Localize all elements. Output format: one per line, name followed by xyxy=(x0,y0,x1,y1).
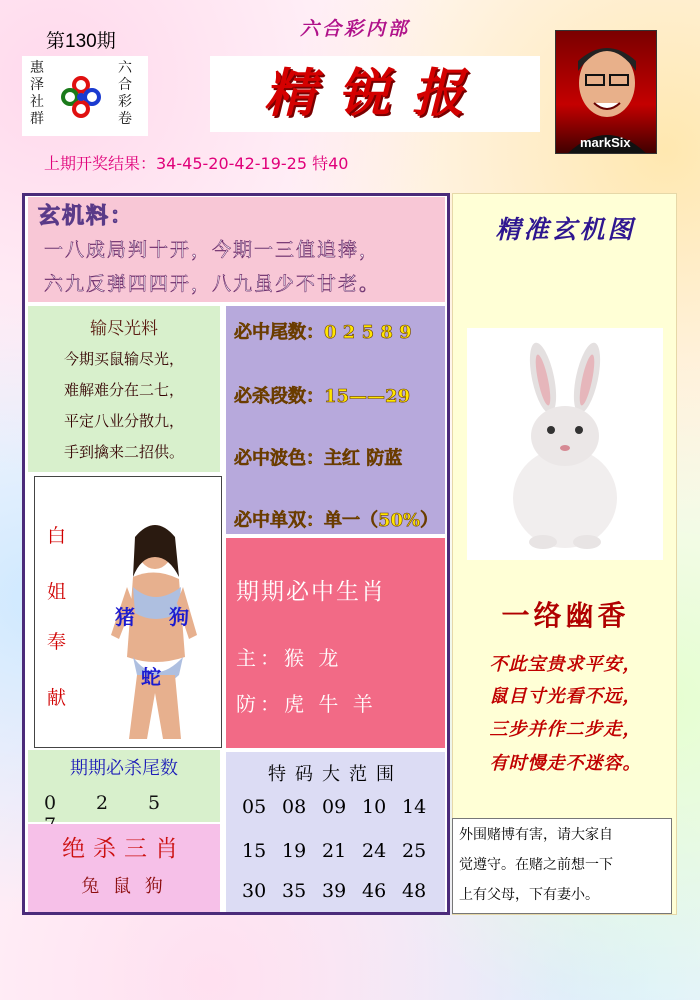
kill-three-animals: 兔 鼠 狗 xyxy=(81,876,167,897)
stat-range: 必杀段数：15——29 xyxy=(234,386,411,407)
zodiac-section xyxy=(226,538,445,748)
side-char-1: 白 xyxy=(47,525,67,547)
kill-three-title: 绝杀三肖 xyxy=(62,836,186,862)
issue-number: 第130期 xyxy=(46,31,116,52)
right-column xyxy=(452,193,677,915)
code-number: 08 xyxy=(282,796,307,818)
logo-emblem-icon xyxy=(58,74,104,120)
code-number: 09 xyxy=(322,796,347,818)
zodiac-title: 期期必中生肖 xyxy=(236,579,386,605)
photo-zodiac-c: 蛇 xyxy=(141,665,161,689)
photo-zodiac-b: 狗 xyxy=(169,605,189,629)
code-number: 10 xyxy=(362,796,387,818)
side-char-3: 奉 xyxy=(47,631,67,653)
rabbit-icon xyxy=(467,328,663,560)
portrait-image xyxy=(555,30,657,154)
codes-row xyxy=(242,840,442,862)
rabbit-image xyxy=(467,328,663,560)
poem-line-3: 平定八业分散九， xyxy=(63,412,184,430)
kill-tail-number: 0 xyxy=(44,792,57,814)
zodiac-guard: 防：虎 牛 羊 xyxy=(236,692,377,716)
stat-odd-even: 必中单双：单一（50%） xyxy=(234,510,439,531)
verse-line-1: 不此宝贵求平安， xyxy=(489,654,642,675)
puzzle-line-1: 一八成局判十开，今期一三值追捧， xyxy=(44,239,381,261)
warning-line-2: 觉遵守。在赌之前想一下 xyxy=(459,857,613,873)
kill-tail-number: 2 xyxy=(96,792,109,814)
mystery-picture-title: 精准玄机图 xyxy=(495,215,636,244)
code-number: 46 xyxy=(362,880,387,902)
code-number: 39 xyxy=(322,880,347,902)
codes-row xyxy=(242,880,442,902)
codes-row xyxy=(242,796,442,818)
photo-zodiac-a: 猪 xyxy=(115,605,135,629)
scent-title: 一络幽香 xyxy=(501,599,630,632)
side-char-2: 姐 xyxy=(47,581,67,603)
special-codes-title: 特码大范围 xyxy=(268,764,403,785)
verse-line-3: 三步并作二步走， xyxy=(489,719,642,740)
code-number: 25 xyxy=(402,840,427,862)
code-number: 14 xyxy=(402,796,427,818)
model-photo xyxy=(34,476,222,748)
kill-tails-title: 期期必杀尾数 xyxy=(70,758,178,779)
warning-line-1: 外围赌博有害，请大家自 xyxy=(459,827,613,843)
page-title: 精锐报 xyxy=(210,56,540,132)
puzzle-section xyxy=(28,197,445,302)
poem-line-2: 难解难分在二七， xyxy=(63,381,184,399)
code-number: 35 xyxy=(282,880,307,902)
side-char-4: 献 xyxy=(47,687,67,709)
code-number: 15 xyxy=(242,840,267,862)
poem-line-1: 今期买鼠输尽光， xyxy=(63,350,184,368)
zodiac-main: 主：猴 龙 xyxy=(236,646,343,670)
logo-left-text: 惠泽社群 xyxy=(30,60,44,127)
poem-title: 输尽光料 xyxy=(90,319,158,339)
last-draw-result: 上期开奖结果：34-45-20-42-19-25 特40 xyxy=(44,154,349,173)
warning-line-3: 上有父母，下有妻小。 xyxy=(459,887,599,903)
kill-tail-number: 5 xyxy=(148,792,161,814)
poem-line-4: 手到擒来二招供。 xyxy=(63,443,184,461)
header-subtitle: 六合彩内部 xyxy=(300,18,411,40)
code-number: 19 xyxy=(282,840,307,862)
puzzle-line-2: 六九反弹四四开，八九虽少不甘老。 xyxy=(44,273,381,295)
kill-three-section xyxy=(28,824,220,912)
community-logo xyxy=(22,56,148,136)
code-number: 48 xyxy=(402,880,427,902)
code-number: 24 xyxy=(362,840,387,862)
poem-section xyxy=(28,306,220,472)
special-codes-section xyxy=(226,752,445,912)
puzzle-title: 玄机料： xyxy=(38,203,135,229)
gambling-warning xyxy=(452,818,672,914)
kill-tails-section xyxy=(28,750,220,822)
verse-line-4: 有时慢走不迷容。 xyxy=(489,753,642,774)
portrait-tag: markSix xyxy=(580,135,631,150)
stat-tails: 必中尾数：0 2 5 8 9 xyxy=(234,322,412,343)
logo-right-text: 六合彩卷 xyxy=(118,60,132,127)
verse-line-2: 鼠目寸光看不远， xyxy=(489,686,642,707)
code-number: 30 xyxy=(242,880,267,902)
code-number: 05 xyxy=(242,796,267,818)
stat-color: 必中波色：主红 防蓝 xyxy=(234,448,403,469)
stats-section xyxy=(226,306,445,534)
code-number: 21 xyxy=(322,840,347,862)
